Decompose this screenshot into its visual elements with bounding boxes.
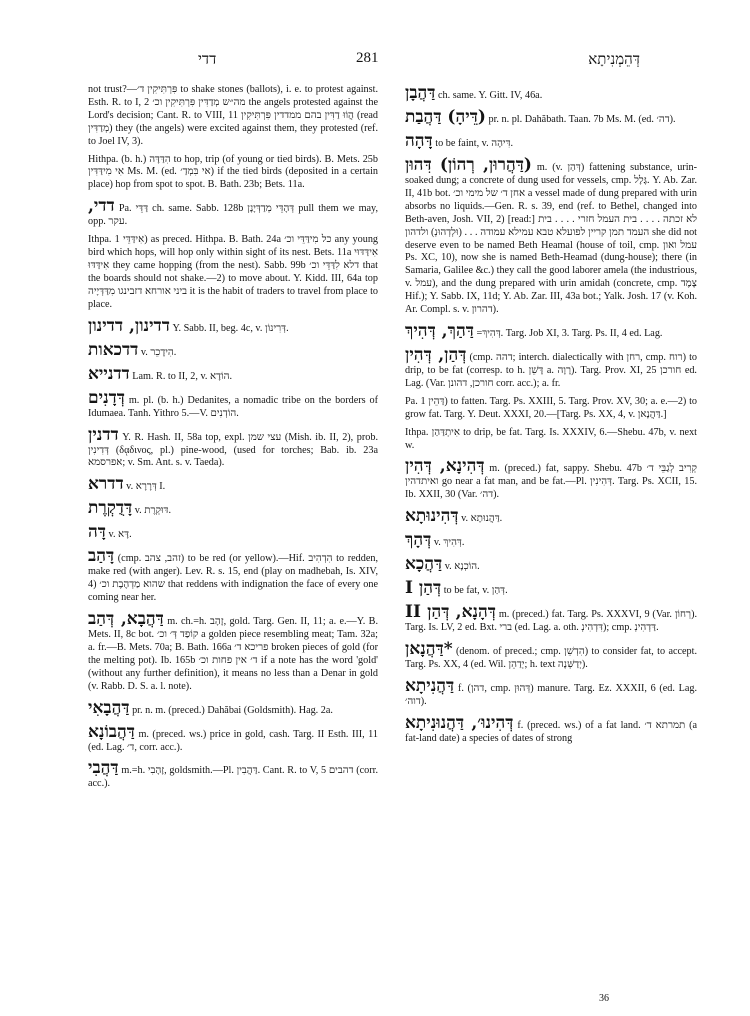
signature-mark: 36 xyxy=(599,993,609,1004)
entry-definition: v. דַּהֲנוּתָא. xyxy=(461,513,503,525)
dictionary-entry xyxy=(405,579,697,598)
entry-headword: דדנייא xyxy=(88,363,130,384)
entry-definition: v. דּוּקְרֶת. xyxy=(134,505,171,517)
dictionary-entry xyxy=(405,640,697,672)
entry-headword: דָּה xyxy=(88,522,106,543)
header-guide-word-left: דדי xyxy=(198,50,217,68)
entry-definition: (cmp. זהב, צהב) to be red (or yellow).—Hif. הִדְהִיב to redden, make red (with anger). Lev. R. s. 15, end (play on madhebah, Is. XIV, 4) שהוא מַדְהֶבֶת וכ׳ that reddens with indignation the face of every one coming near her. xyxy=(88,553,378,604)
entry-headword: דְּהִינוּתָא xyxy=(405,506,459,527)
entry-headword: דַּהַךְ, דְּהִיךְ xyxy=(405,320,474,341)
dictionary-entry xyxy=(88,234,378,311)
entry-definition: m. ch.=h. זָהָב, gold. Targ. Gen. II, 11; a. e.—Y. B. Mets. II, 8c bot. קוֹפַד דְּ׳ וכ׳ a golden piece resembling meat; Tam. 32a; a. fr.—B. Mets. 70a; B. Bath. 166a פריכא ד׳ broken pieces of gold (for the melting pot). Ib. 165b ד׳ אין פחות וכ׳ if a note has the word 'gold' (without any further definition), it means no less than a Denar in gold (v. Rabb. D. S. a. l. note). xyxy=(88,616,379,692)
header-guide-word-right: דְּהֵמְנִיתָא xyxy=(588,50,640,68)
running-header xyxy=(88,50,710,72)
entry-headword: דְּהַן I xyxy=(405,578,442,599)
entry-definition: to be fat, v. דְּהַן. xyxy=(443,585,508,597)
entry-headword: דַּהֲבָא, דְּהַב xyxy=(88,609,164,630)
entry-headword: דדכאות xyxy=(88,339,139,360)
entry-headword: דְּהָנָא, דְּהַן II xyxy=(405,602,496,623)
left-column xyxy=(88,84,378,796)
right-column xyxy=(405,84,697,751)
entry-headword: (דֵּיהָ) דַּהֲבַת xyxy=(405,107,486,127)
dictionary-entry xyxy=(405,396,697,422)
entry-definition: m. (v. דְּהַן) fattening substance, urin-soaked dung; a concrete of dung used for vessels, cmp. גָּלָל. Y. Ab. Zar. II, 41b bot. אחן ד׳ של מימי וכ׳ a vessel made of dung prepared with urin absorbs no liquids.—Gen. R. s. 39, end (ref. to Bethel, changed into Beth-aven, Josh. VII, 2) [read:] לא זכתה . . . . בית העמל חזרי . . . . בית העמד תמן קריין לפועלא טבא עמילא עמודה . . . (וּלְדְהוּנְ) ולדהון she did not deserve even to be named Beth Heamal (house of toil, cmp. עמל ואון Ps. XC, 10), now she is named Beth-Heamad (dung-house); there (in Samaria, Galilee &c.) they call the good laborer amela (the industrious, v. עמל), and the dung prepared with urin amidah (concrete, cmp. צֶמֶד Hif.); Y. Sabb. IX, 11d; Y. Ab. Zar. III, 43a bot.; Yalk. Josh. 17 (v. Koh. Ar. Compl. s. v. דהרון). xyxy=(405,162,698,316)
dictionary-entry xyxy=(88,475,378,494)
dictionary-entry xyxy=(88,699,378,718)
entry-definition: m. (preced.) fat. Targ. Ps. XXXVI, 9 (Var. רְחוֹן). Targ. Is. LV, 2 ed. Bxt. ברי (ed. Lag. a. oth. דִּדְהִינְ); cmp. דַּדְהִינְ. xyxy=(405,609,698,634)
dictionary-entry xyxy=(405,457,697,502)
entry-definition: not trust?—פִּרְתִּיקִין ד׳ to shake stones (ballots), i. e. to protest against. Esth. R. to I, 2 מה״ש מְדַדִּין פִּרְתִּיקִין וכ׳ the angels protested against the Lord's decision; Cant. R. to VIII, 11 הֲוֹוּ דַדִּין בהם ממדדין פִּרְתִּיקִין (read מְדַדִּין) they (the angels) were excited against them, they protested (ref. to Joel IV, 3). xyxy=(88,84,378,147)
entry-headword: דדינון, דדינון xyxy=(88,315,170,336)
entry-definition: f. (preced. ws.) of a fat land. תמרתא ד׳ (a fat-land date) a species of dates of strong xyxy=(405,719,698,744)
entry-definition: pr. n. pl. Dahăbath. Taan. 7b Ms. M. (ed. דה׳). xyxy=(488,114,676,125)
entry-headword: דַּהֲכָא xyxy=(405,554,443,575)
dictionary-entry xyxy=(405,603,697,635)
dictionary-entry xyxy=(405,677,697,709)
entry-headword: דַּהֲבוֹנָא xyxy=(88,721,135,742)
dictionary-entry xyxy=(88,197,378,229)
entry-headword: דדרא xyxy=(88,474,124,495)
entry-headword: (דַּהֲרוּן, רְהוֹן) דִּהוּן xyxy=(405,155,532,175)
dictionary-entry xyxy=(88,341,378,360)
dictionary-entry xyxy=(88,154,378,193)
dictionary-entry xyxy=(88,426,378,471)
dictionary-entry xyxy=(405,427,697,453)
dictionary-entry xyxy=(88,547,378,605)
dictionary-entry xyxy=(88,84,378,149)
entry-headword: דָּהַב xyxy=(88,546,115,567)
entry-definition: =דְּהִיךְ. Targ. Job XI, 3. Targ. Ps. II, 4 ed. Lag. xyxy=(476,327,663,339)
entry-definition: m. (preced.) fat, sappy. Shebu. 47b קְרִיב לְגַבֵּי ד׳ ואיתדהין go near a fat man, and be fat.—Pl. דְּהִינִין. Targ. Ps. XCII, 15. Ib. XXII, 30 (Var. דה׳). xyxy=(405,463,698,501)
dictionary-entry xyxy=(405,346,697,391)
dictionary-entry xyxy=(405,108,697,127)
dictionary-entry xyxy=(88,499,378,518)
dictionary-entry xyxy=(88,610,378,694)
entry-definition: Pa. דַּדֵּי ch. same. Sabb. 128b דְּהָדֵּי מְדַדְּיָנָן pull them we may, opp. עקר. xyxy=(88,203,379,228)
entry-headword: דְּהָךְ xyxy=(405,530,432,551)
dictionary-entry xyxy=(88,759,378,791)
entry-definition: v. דָּא. xyxy=(108,529,132,541)
entry-headword: דְּהִינָא, דְּהִין xyxy=(405,456,485,477)
dictionary-entry xyxy=(405,714,697,746)
dictionary-entry xyxy=(405,84,697,103)
entry-definition: m. pl. (b. h.) Dedanites, a nomadic tribe on the borders of Idumaea. Tanh. Yithro 5.—V. הוֹדְנִים. xyxy=(88,394,379,419)
entry-definition: Hithpa. (b. h.) הִדַּדָּה to hop, trip (of young or tied birds). B. Mets. 25b אִי מִידַּדִּין Ms. M. (ed. אי בִּמְדַ׳) if the tied birds (deposited in a certain place) hop from spot to spot. B. Bath. 23b; Bets. 11a. xyxy=(88,153,378,191)
dictionary-entry xyxy=(405,531,697,550)
entry-headword: דְּהִינוּ׳, דַּהֲנוּנִיתָא xyxy=(405,712,514,733)
entry-definition: v. הוֹכְנָא. xyxy=(444,561,480,573)
dictionary-entry xyxy=(88,365,378,384)
entry-definition: f. (דהן, cmp. דְּהוּן) manure. Targ. Ez. XXXII, 6 (ed. Lag. דוה׳). xyxy=(405,683,698,708)
entry-definition: Pa. דַּהֵין 1) to fatten. Targ. Ps. XXIII, 5. Targ. Prov. XV, 30; a. e.—2) to grow fat. Targ. Y. Deut. XXXI, 20.—[Targ. Ps. XX, 4, v. דַּהֲנָאן.] xyxy=(405,395,698,420)
page-number: 281 xyxy=(356,50,379,66)
entry-headword: *דַּהֲנָאן xyxy=(405,639,453,660)
entry-definition: Y. R. Hash. II, 58a top, expl. עצי שמן (Mish. ib. II, 2), prob. דְּדִינִין (δᾳδινος, pl.) pine-wood, (used for torches; Bab. ib. 23a אפרסמא; v. Sm. Ant. s. v. Taeda). xyxy=(88,431,379,469)
dictionary-entry xyxy=(405,156,697,317)
entry-headword: דְּדָנִים xyxy=(88,387,125,408)
entry-definition: v. דְּהִיךְ. xyxy=(433,537,465,549)
entry-definition: m.=h. זָהָבִי, goldsmith.—Pl. דַּהֲבִין. Cant. R. to V, 5 דהבים (corr. acc.). xyxy=(88,765,379,790)
entry-headword: דדי, xyxy=(88,196,115,217)
entry-headword: דַּהֲבִי xyxy=(88,758,119,779)
entry-definition: m. (preced. ws.) price in gold, cash. Targ. II Esth. III, 11 (ed. Lag. ד׳, corr. acc.). xyxy=(88,728,378,753)
dictionary-entry xyxy=(88,523,378,542)
dictionary-entry xyxy=(405,507,697,526)
dictionary-entry xyxy=(88,317,378,336)
entry-definition: v. דְּרָרָא I. xyxy=(126,481,166,493)
entry-definition: Ithpa. אִיתְדַּהַן to drip, be fat. Targ. Is. XXXIV, 6.—Shebu. 47b, v. next w. xyxy=(405,426,697,451)
entry-definition: (cmp. דהה; interch. dialectically with רחן, cmp. רוח) to drip, to be fat (corresp. to h. דָּשֵׁן a. רָוָה). Targ. Prov. XI, 25 חורכן ed. Lag. (Var. חורכן, דהונן corr. acc.); a. fr. xyxy=(405,351,698,389)
entry-definition: (denom. of preced.; cmp. הִדְשֵׁן) to consider fat, to accept. Targ. Ps. XX, 4 (ed. Wil. יְדַהֵן; h. text יְדַשְּׁנֶה). xyxy=(405,646,698,671)
entry-headword: דַּהֲנִיתָא xyxy=(405,676,455,697)
entry-headword: דְּהַן, דְּהִין xyxy=(405,344,467,365)
entry-definition: Ithpa. אִידַּדֵּי 1) as preced. Hithpa. B. Bath. 24a כל מִידַּדֵּי וכ׳ any young bird which hops, will hop only within sight of its nest. Bets. 11a אִידַּדּוּי אִידַּדּוּ they came hopping (from the nest). Sabb. 99b דלא לִדַּדֵּי וכ׳ that the boards should not shake.—2) to move about. Y. Kidd. III, 64a top ביני אורחא דזבינגו מִדַּדְּיָיה it is the habit of traders to travel from place to place. xyxy=(88,234,379,310)
entry-definition: to be faint, v. דִּיהָה. xyxy=(435,138,514,149)
entry-definition: v. הִידָכֵר. xyxy=(140,346,177,358)
entry-headword: דַּהֲבָאִי xyxy=(88,697,130,718)
entry-headword: דַּהֲבָן xyxy=(405,83,436,103)
entry-definition: ch. same. Y. Gitt. IV, 46a. xyxy=(438,90,543,101)
entry-definition: Lam. R. to II, 2, v. הוֹדָא. xyxy=(132,370,233,382)
entry-headword: דדנין xyxy=(88,424,119,445)
entry-headword: דָּהָה xyxy=(405,131,433,151)
dictionary-entry xyxy=(405,132,697,151)
entry-definition: Y. Sabb. II, beg. 4c, v. דְּרִינוֹן. xyxy=(172,322,289,334)
dictionary-entry xyxy=(88,723,378,755)
entry-definition: pr. n. m. (preced.) Dahăbai (Goldsmith). Hag. 2a. xyxy=(132,704,333,716)
dictionary-entry xyxy=(88,389,378,421)
dictionary-entry xyxy=(405,322,697,341)
entry-headword: דָּדֻקְרֶת xyxy=(88,498,133,519)
dictionary-entry xyxy=(405,555,697,574)
